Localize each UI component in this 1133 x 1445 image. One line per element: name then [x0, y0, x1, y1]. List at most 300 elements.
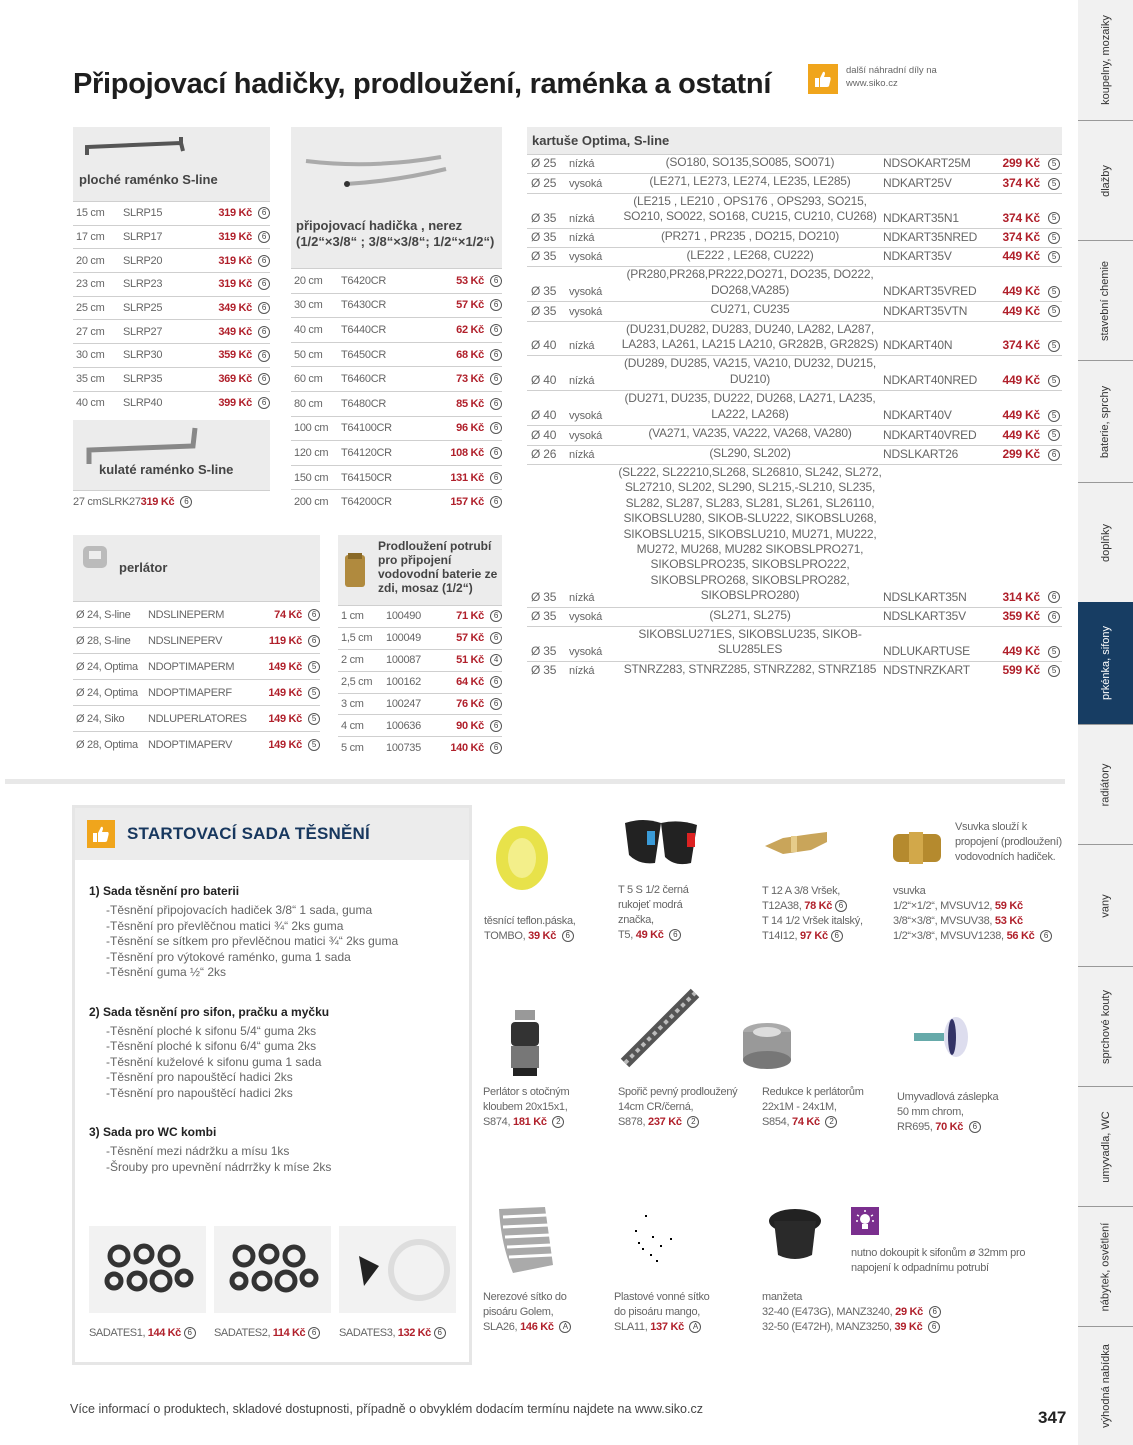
row-badge-cell	[1040, 373, 1062, 387]
availability-badge: 6	[490, 676, 502, 688]
availability-badge: 5	[1048, 305, 1060, 317]
product-price: 29 Kč	[895, 1306, 923, 1318]
row-price: 119 Kč	[268, 634, 302, 647]
row-badge-cell	[1040, 230, 1062, 244]
availability-badge: 6	[308, 609, 320, 621]
row-code: NDKART25V	[883, 175, 952, 190]
hose-image	[301, 149, 451, 194]
row-badge-cell	[484, 349, 502, 361]
availability-badge: 6	[490, 472, 502, 484]
availability-badge: 2	[825, 1116, 837, 1128]
row-price: 57 Kč	[456, 299, 484, 312]
row-price: 399 Kč	[218, 396, 252, 409]
row-badge-cell	[302, 712, 320, 724]
nipple-note	[955, 820, 1062, 865]
availability-badge: 6	[490, 698, 502, 710]
row-diameter: Ø 35	[531, 589, 557, 604]
product-text: 14cm CR/černá,	[618, 1101, 694, 1113]
row-badge-cell	[484, 610, 502, 622]
row-models: (SL222, SL22210,SL268, SL26810, SL242, SL272, SL27210, SL202, SL290, SL215,-SL210, SL235, SL282, SL287, SL283, SL281, SL261, SL26110, SIKOBSLU280, SIKOB-SLU222, SIKOBSLU268, SIKOBSLU215, SIKOBSLU210, MU271, MU222, MU272, MU268, MU282 SIKOBSLPRO271, SIKOBSLPRO235, SIKOBSLPRO222, SIKOBSLPRO268, SIKOBSLPRO282, SIKOBSLPRO280)	[618, 464, 882, 603]
product-price: 39 Kč	[528, 930, 557, 942]
product-text: Spořič pevný prodloužený	[618, 1086, 738, 1098]
valve-top-image	[763, 828, 829, 863]
product-price: 78 Kč	[804, 900, 833, 912]
row-code: NDKART35NRED	[883, 230, 978, 245]
product-price: 39 Kč	[894, 1321, 923, 1333]
row-price: 314 Kč	[1002, 589, 1040, 604]
row-badge-cell	[484, 496, 502, 508]
row-code: NDKART40N	[883, 338, 953, 353]
reducer-image	[740, 1020, 795, 1075]
table-row	[338, 693, 502, 715]
row-badge-cell	[484, 324, 502, 336]
product-code: 32-40 (E473G), MANZ3240,	[762, 1306, 893, 1318]
row-models: (DU231,DU282, DU283, DU240, LA282, LA287, LA283, LA261, LA215 LA210, GR282B, GR282S)	[621, 321, 879, 352]
row-type: nízká	[569, 375, 595, 388]
sidebar-tab-label: baterie, sprchy	[1099, 385, 1112, 458]
row-badge-cell	[302, 608, 320, 620]
availability-badge: 6	[308, 635, 320, 647]
row-code: NDKART40VRED	[883, 427, 977, 442]
row-size: 2,5 cm	[341, 676, 373, 689]
product-plastic-strainer	[614, 1290, 710, 1335]
availability-badge: 5	[1048, 232, 1060, 244]
sidebar-tab-label: dlažby	[1099, 164, 1112, 197]
row-size: 20 cm	[294, 274, 323, 287]
availability-badge: 6	[490, 299, 502, 311]
product-text: značka,	[618, 914, 654, 926]
product-sleeve	[762, 1290, 941, 1335]
row-badge-cell	[1040, 609, 1062, 623]
row-price: 74 Kč	[274, 608, 302, 621]
row-models: (LE271, LE273, LE274, LE235, LE285)	[649, 174, 851, 189]
availability-badge: 6	[490, 632, 502, 644]
row-size: 30 cm	[76, 349, 105, 362]
row-badge-cell	[252, 397, 270, 409]
row-code: 100247	[386, 698, 421, 710]
row-badge-cell	[252, 302, 270, 314]
page-title: Připojovací hadičky, prodloužení, raménka a ostatní	[73, 68, 772, 100]
kit-section	[89, 1125, 469, 1175]
row-code: NDSLKART35V	[883, 608, 966, 623]
sidebar-tab[interactable]	[1078, 1206, 1133, 1326]
availability-badge: 5	[1048, 375, 1060, 387]
tip-text: nutno dokoupit k sifonům ø 32mm pro	[851, 1247, 1026, 1259]
availability-badge: 6	[434, 1327, 446, 1339]
row-badge-cell	[252, 231, 270, 243]
kit-set-price: 132 Kč	[397, 1327, 431, 1339]
row-size: 50 cm	[294, 348, 323, 361]
sidebar-tab[interactable]	[1078, 844, 1133, 966]
row-badge-cell	[252, 326, 270, 338]
row-badge-cell	[1040, 156, 1062, 170]
row-diameter: Ø 35	[531, 608, 557, 623]
availability-badge: 6	[490, 447, 502, 459]
row-badge-cell	[252, 349, 270, 361]
kit-set-price: 114 Kč	[272, 1327, 306, 1339]
row-code: NDLUKARTUSE	[883, 643, 970, 658]
sidebar-tab-label: doplňky	[1099, 523, 1112, 562]
product-code: 1/2“×1/2“, MVSUV12,	[893, 900, 993, 912]
row-price: 149 Kč	[268, 738, 302, 751]
row-diameter: Ø 25	[531, 156, 557, 171]
table-row	[73, 367, 270, 391]
row-size: 80 cm	[294, 397, 323, 410]
table-row	[73, 391, 270, 415]
product-teflon	[484, 914, 576, 944]
row-price: 449 Kč	[1002, 373, 1040, 388]
row-type: nízká	[569, 448, 595, 461]
product-t12-t14	[762, 884, 863, 944]
product-code: T12A38,	[762, 900, 802, 912]
availability-badge: 6	[258, 302, 270, 314]
extension-image	[342, 551, 368, 591]
row-badge-cell	[1040, 663, 1062, 677]
sidebar-tab[interactable]	[1078, 602, 1133, 724]
kit-section-heading: 1) Sada těsnění pro baterii	[89, 884, 240, 898]
row-price: 149 Kč	[268, 686, 302, 699]
row-size: 5 cm	[341, 741, 364, 754]
row-size: 35 cm	[76, 373, 105, 386]
table-row	[527, 445, 1062, 464]
product-code: SLA11,	[614, 1321, 648, 1333]
product-steel-strainer	[483, 1290, 571, 1335]
row-badge-cell	[484, 472, 502, 484]
availability-badge: 6	[490, 324, 502, 336]
kit-item: -Těsnění pro převlěčnou matici ¾“ 2ks guma	[106, 918, 344, 933]
kit-set	[89, 1226, 206, 1339]
sidebar-tab[interactable]	[1078, 966, 1133, 1086]
row-badge-cell	[252, 373, 270, 385]
kit-section	[89, 884, 469, 981]
sidebar-tab-label: výhodná nabídka	[1099, 1344, 1112, 1428]
table-row	[291, 465, 502, 490]
row-price: 140 Kč	[450, 741, 484, 754]
row-size: 27 cm	[73, 496, 102, 509]
product-price: 146 Kč	[520, 1321, 554, 1333]
table-row	[338, 605, 502, 627]
table-row	[527, 607, 1062, 626]
extension-title: Prodloužení potrubí pro připojení vodovodní baterie ze zdi, mosaz (1/2“)	[378, 539, 498, 595]
sidebar-tab-label: radiátory	[1099, 763, 1112, 806]
product-price: 53 Kč	[994, 915, 1023, 927]
kit-set	[214, 1226, 331, 1339]
row-size: 120 cm	[294, 446, 329, 459]
round-arm-header	[73, 420, 270, 490]
row-code: 100087	[386, 654, 421, 667]
row-diameter: Ø 40	[531, 373, 557, 388]
availability-badge: 5	[1048, 429, 1060, 441]
table-row	[73, 319, 270, 343]
row-code: NDKART35N1	[883, 210, 959, 225]
row-price: 374 Kč	[1002, 338, 1040, 353]
availability-badge: A	[559, 1321, 571, 1333]
row-badge-cell	[1040, 644, 1062, 658]
extension-header	[338, 535, 502, 605]
product-price: 237 Kč	[648, 1116, 682, 1128]
round-arm-table	[73, 420, 270, 514]
row-type: vysoká	[569, 610, 603, 623]
product-text: T 5 S 1/2 černá	[618, 884, 689, 896]
availability-badge: 5	[308, 661, 320, 673]
row-code: 100735	[386, 741, 421, 754]
table-row	[338, 649, 502, 671]
aerator-title: perlátor	[119, 560, 168, 575]
row-price: 359 Kč	[218, 349, 252, 362]
round-arm-title: kulaté raménko S-line	[99, 462, 234, 477]
row-badge-cell	[484, 654, 502, 666]
product-text: těsnící teflon.páska,	[484, 915, 576, 927]
table-row	[73, 731, 320, 757]
row-code: T64150CR	[341, 471, 392, 484]
availability-badge: 6	[258, 255, 270, 267]
table-row	[527, 266, 1062, 301]
table-row	[338, 714, 502, 736]
row-models: SIKOBSLU271ES, SIKOBSLU235, SIKOB-SLU285LES	[638, 626, 862, 657]
row-models: (PR271 , PR235 , DO215, DO210)	[660, 228, 840, 243]
availability-badge: 2	[687, 1116, 699, 1128]
hose-header	[291, 127, 502, 268]
row-diameter: Ø 35	[531, 284, 557, 299]
row-price: 374 Kč	[1002, 230, 1040, 245]
availability-badge: 6	[258, 207, 270, 219]
product-text: T 12 A 3/8 Vršek,	[762, 885, 841, 897]
sidebar-tab[interactable]	[1078, 1086, 1133, 1206]
note-link[interactable]: www.siko.cz	[846, 78, 898, 89]
row-price: 53 Kč	[456, 274, 484, 287]
table-row	[73, 296, 270, 320]
row-size: Ø 24, S-line	[76, 608, 131, 621]
row-price: 64 Kč	[456, 676, 484, 689]
row-code: NDOPTIMAPERM	[148, 660, 235, 673]
product-text: Nerezové sítko do	[483, 1291, 567, 1303]
row-badge-cell	[302, 738, 320, 750]
product-title: manžeta	[762, 1291, 803, 1303]
row-price: 299 Kč	[1002, 156, 1040, 171]
row-price: 449 Kč	[1002, 427, 1040, 442]
row-models: (LE215 , LE210 , OPS176 , OPS293, SO215, SO210, SO022, SO168, CU215, CU210, CU268)	[623, 193, 877, 224]
row-badge-cell	[484, 275, 502, 287]
row-code: NDSLKART35N	[883, 589, 967, 604]
sidebar-tab[interactable]	[1078, 120, 1133, 240]
row-code: SLRP20	[123, 254, 163, 267]
row-code: T6430CR	[341, 299, 386, 312]
kit-item: -Těsnění připojovacích hadiček 3/8“ 1 sada, guma	[106, 903, 373, 917]
row-code: SLRP30	[123, 349, 163, 362]
row-price: 369 Kč	[218, 373, 252, 386]
row-code: T6440CR	[341, 323, 386, 336]
row-code: SLRP23	[123, 278, 163, 291]
product-code: RR695,	[897, 1121, 933, 1133]
row-type: vysoká	[569, 305, 603, 318]
availability-badge: 6	[258, 231, 270, 243]
row-badge-cell	[1040, 304, 1062, 318]
table-row	[527, 228, 1062, 247]
availability-badge: 6	[490, 496, 502, 508]
sidebar-tab[interactable]	[1078, 482, 1133, 602]
thumbs-up-icon	[87, 820, 115, 848]
product-code: 32-50 (E472H), MANZ3250,	[762, 1321, 892, 1333]
t5-handle-image	[621, 815, 701, 875]
row-type: vysoká	[569, 286, 603, 299]
row-type: vysoká	[569, 645, 603, 658]
row-code: SLRK27	[101, 496, 141, 509]
cartridge-title: kartuše Optima, S-line	[532, 133, 670, 148]
row-price: 90 Kč	[456, 719, 484, 732]
table-row	[73, 627, 320, 653]
product-text: 22x1M - 24x1M,	[762, 1101, 837, 1113]
availability-badge: 6	[490, 275, 502, 287]
availability-badge: 6	[969, 1121, 981, 1133]
kit-set-caption	[89, 1327, 206, 1339]
row-price: 108 Kč	[450, 446, 484, 459]
sidebar-tab-label: vany	[1099, 893, 1112, 918]
row-price: 374 Kč	[1002, 175, 1040, 190]
table-row	[291, 440, 502, 465]
sidebar-tab[interactable]	[1078, 240, 1133, 360]
row-price: 319 Kč	[140, 496, 175, 509]
product-code: T5,	[618, 929, 633, 941]
product-saver	[618, 1085, 737, 1130]
table-row	[527, 173, 1062, 192]
row-badge-cell	[484, 447, 502, 459]
table-row	[291, 342, 502, 367]
row-size: Ø 24, Siko	[76, 712, 125, 725]
table-row	[291, 489, 502, 514]
row-models: (PR280,PR268,PR222,DO271, DO235, DO222, DO268,VA285)	[626, 267, 874, 297]
row-code: NDSLKART26	[883, 446, 959, 461]
row-code: NDSTNRZKART	[883, 663, 970, 678]
table-row	[73, 679, 320, 705]
availability-badge: 5	[1048, 665, 1060, 677]
aerator-table	[73, 535, 320, 757]
kit-item: -Těsnění mezi nádržku a mísu 1ks	[106, 1144, 290, 1158]
kit-set-image	[214, 1226, 331, 1313]
product-swivel-aerator	[483, 1085, 569, 1130]
row-price: 449 Kč	[1002, 643, 1040, 658]
kit-set-code: SADATES1,	[89, 1327, 146, 1339]
row-price: 71 Kč	[456, 610, 484, 623]
row-code: NDSLINEPERM	[148, 608, 225, 621]
availability-badge: 6	[184, 1327, 196, 1339]
flat-arm-header	[73, 127, 270, 201]
row-size: 17 cm	[76, 231, 105, 244]
availability-badge: 6	[490, 720, 502, 732]
row-badge-cell	[484, 742, 502, 754]
row-type: vysoká	[569, 251, 603, 264]
row-code: NDSLINEPERV	[148, 634, 223, 647]
footer-note: Více informací o produktech, skladové dostupnosti, případně o obvyklém dodacím termínu najdete na www.siko.cz	[70, 1402, 703, 1416]
availability-badge: 6	[490, 398, 502, 410]
availability-badge: 6	[1040, 930, 1052, 942]
sidebar-tab[interactable]	[1078, 360, 1133, 482]
row-badge-cell	[484, 373, 502, 385]
row-badge-cell	[302, 634, 320, 646]
table-row	[291, 268, 502, 293]
row-badge-cell	[1040, 249, 1062, 263]
row-price: 319 Kč	[218, 231, 252, 244]
availability-badge: A	[689, 1321, 701, 1333]
table-row	[527, 355, 1062, 390]
hose-title: připojovací hadička , nerez	[296, 218, 463, 233]
row-price: 149 Kč	[268, 712, 302, 725]
row-price: 449 Kč	[1002, 284, 1040, 299]
starter-kit-box	[72, 805, 472, 1365]
product-price: 137 Kč	[650, 1321, 684, 1333]
product-code: S878,	[618, 1116, 646, 1128]
row-models: (DU271, DU235, DU222, DU268, LA271, LA235, LA222, LA268)	[624, 391, 876, 421]
availability-badge: 6	[308, 1327, 320, 1339]
kit-item: -Těsnění kuželové k sifonu guma 1 sada	[106, 1054, 322, 1069]
row-price: 374 Kč	[1002, 210, 1040, 225]
row-code: NDSOKART25M	[883, 156, 971, 171]
sidebar-tab[interactable]	[1078, 0, 1133, 120]
availability-badge: 6	[258, 278, 270, 290]
kit-section-heading: 3) Sada pro WC kombi	[89, 1125, 217, 1139]
row-size: 1,5 cm	[341, 632, 373, 645]
row-price: 319 Kč	[218, 278, 252, 291]
product-vsuvka	[893, 884, 1052, 944]
row-models: (LE222 , LE268, CU222)	[686, 248, 814, 263]
product-code: S874,	[483, 1116, 511, 1128]
row-badge-cell	[302, 686, 320, 698]
table-row	[291, 366, 502, 391]
tip-text: napojení k odpadnímu potrubí	[851, 1262, 989, 1274]
table-row	[73, 705, 320, 731]
row-code: T64120CR	[341, 446, 392, 459]
sidebar-tab[interactable]	[1078, 1326, 1133, 1445]
row-badge-cell	[1040, 338, 1062, 352]
table-row	[527, 425, 1062, 444]
product-text: pisoáru Golem,	[483, 1306, 554, 1318]
kit-set-image	[89, 1226, 206, 1313]
table-row	[291, 293, 502, 318]
availability-badge: 5	[1048, 646, 1060, 658]
row-models: (SL271, SL275)	[709, 607, 791, 622]
table-row	[73, 343, 270, 367]
availability-badge: 6	[929, 1306, 941, 1318]
row-code: 100049	[386, 632, 421, 645]
table-row	[291, 391, 502, 416]
availability-badge: 6	[1048, 449, 1060, 461]
row-price: 157 Kč	[450, 496, 484, 509]
table-row	[527, 390, 1062, 425]
row-diameter: Ø 40	[531, 408, 557, 423]
row-badge-cell	[1040, 590, 1062, 604]
availability-badge: 5	[1048, 178, 1060, 190]
availability-badge: 6	[1048, 591, 1060, 603]
row-badge-cell	[484, 299, 502, 311]
product-price: 97 Kč	[799, 930, 828, 942]
row-code: NDKART35VRED	[883, 284, 977, 299]
row-badge-cell	[252, 255, 270, 267]
row-badge-cell	[1040, 447, 1062, 461]
product-title: vsuvka	[893, 885, 926, 897]
row-type: vysoká	[569, 429, 603, 442]
nipple-image	[891, 828, 943, 871]
kit-set-image	[339, 1226, 456, 1313]
row-code: T6420CR	[341, 274, 386, 287]
row-badge-cell	[484, 632, 502, 644]
row-price: 449 Kč	[1002, 408, 1040, 423]
sidebar-tab[interactable]	[1078, 724, 1133, 844]
row-diameter: Ø 35	[531, 210, 557, 225]
product-text: 50 mm chrom,	[897, 1106, 964, 1118]
row-size: 2 cm	[341, 654, 364, 667]
plastic-strainer-image	[630, 1210, 690, 1275]
kit-item: -Těsnění pro výtokové raménko, guma 1 sada	[106, 949, 351, 964]
row-code: SLRP15	[123, 207, 163, 220]
